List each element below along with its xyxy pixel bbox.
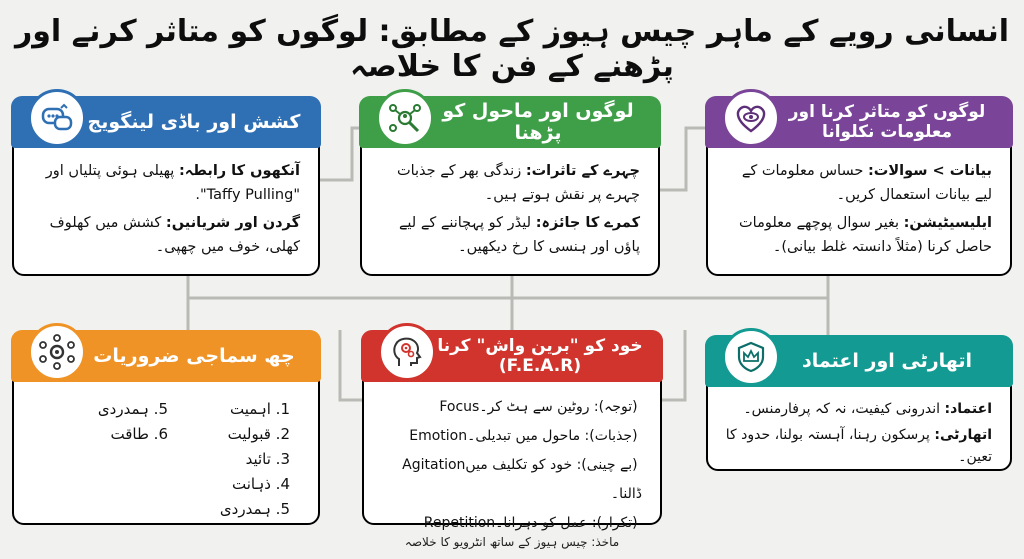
statements-text: حساس معلومات کے لیے بیانات استعمال کریں۔ xyxy=(741,163,992,203)
eye-contact-text: پھیلی ہوئی پتلیاں اور "Taffy Pulling". xyxy=(45,163,300,203)
fear-term: Repetition xyxy=(423,515,496,531)
list-item: 3. تائید xyxy=(245,450,290,468)
list-item: 6. طاقت xyxy=(110,425,168,443)
card-body xyxy=(378,159,640,264)
gears-network-icon xyxy=(28,323,86,381)
room-scan-label: کمرے کا جائزہ: xyxy=(535,215,640,231)
authority-text: پرسکون رہنا، آہستہ بولنا، حدود کا تعین۔ xyxy=(725,427,992,465)
list-item: 1. اہمیت xyxy=(230,400,290,418)
elicitation-label: ایلیسیٹیشن: xyxy=(903,215,992,231)
card-title: کشش اور باڈی لینگویج xyxy=(87,111,301,133)
needs-column-1 xyxy=(220,397,290,522)
card-title: لوگوں اور ماحول کو پڑھنا xyxy=(442,100,634,144)
list-item: 5. ہمدردی xyxy=(97,400,168,418)
card-body-language xyxy=(12,97,320,276)
facial-expressions-label: چہرے کے تاثرات: xyxy=(525,163,640,179)
card-body xyxy=(724,398,992,465)
eye-contact-label: آنکھوں کا رابطہ: xyxy=(178,163,300,179)
card-title: خود کو "برین واش" کرنا (F.E.A.R) xyxy=(437,336,643,376)
list-item: 2. قبولیت xyxy=(227,425,290,443)
card-title: اتھارٹی اور اعتماد xyxy=(802,350,972,372)
fear-desc: (تکرار): عمل کو دہرانا۔ xyxy=(495,515,642,531)
fear-line xyxy=(380,393,642,422)
fear-term: Focus xyxy=(439,399,480,415)
list-item: 5. ہمدردی xyxy=(219,500,290,518)
people-network-icon xyxy=(376,89,434,147)
needs-column-2 xyxy=(98,397,168,447)
confidence-label: اعتماد: xyxy=(944,401,992,417)
fear-line xyxy=(380,451,642,509)
statements-label: بیانات > سوالات: xyxy=(867,163,992,179)
fear-desc: (بے چینی): خود کو تکلیف میں ڈالنا۔ xyxy=(465,457,642,502)
card-brainwash xyxy=(362,331,662,531)
card-title: لوگوں کو متاثر کرنا اور معلومات نکلوانا xyxy=(788,102,986,142)
card-influence xyxy=(706,97,1012,276)
heart-eye-icon xyxy=(722,89,780,147)
fear-term: Agitation xyxy=(402,457,466,473)
elicitation-text: بغیر سوال پوچھے معلومات حاصل کرنا (مثلاً دانستہ غلط بیانی)۔ xyxy=(739,215,992,255)
fear-line xyxy=(380,509,642,538)
fear-term: Emotion xyxy=(409,428,468,444)
room-scan-text: لیڈر کو پہچاننے کے لیے پاؤں اور ہنسی کا رخ دیکھیں۔ xyxy=(398,215,640,255)
confidence-text: اندرونی کیفیت، نہ کہ پرفارمنس۔ xyxy=(743,401,945,417)
chat-bubbles-icon xyxy=(28,89,86,147)
card-authority xyxy=(706,336,1012,471)
card-body xyxy=(380,393,642,531)
list-item: 4. ذہانت xyxy=(231,475,290,493)
card-body xyxy=(30,159,300,264)
crown-shield-icon xyxy=(722,328,780,386)
fear-desc: (جذبات): ماحول میں تبدیلی۔ xyxy=(467,428,642,444)
fear-desc: (توجہ): روٹین سے ہٹ کر۔ xyxy=(479,399,642,415)
card-social-needs xyxy=(12,331,320,525)
authority-label: اتھارٹی: xyxy=(934,427,992,443)
neck-label: گردن اور شریانیں: xyxy=(165,215,300,231)
card-reading-people xyxy=(360,97,660,276)
page-title: انسانی رویے کے ماہر چیس ہیوز کے مطابق: لوگوں کو متاثر کرنے اور پڑھنے کے فن کا خلاصہ xyxy=(14,14,1010,84)
neck-text: کشش میں کھلوف کھلی، خوف میں چھپی۔ xyxy=(49,215,300,255)
fear-line xyxy=(380,422,642,451)
facial-expressions-text: زندگی بھر کے جذبات چہرے پر نقش ہوتے ہیں۔ xyxy=(396,163,640,203)
card-body xyxy=(724,159,992,264)
source-note: ماخذ: چیس ہیوز کے ساتھ انٹرویو کا خلاصہ xyxy=(404,535,620,549)
head-gears-icon xyxy=(378,323,436,381)
card-title: چھ سماجی ضروریات xyxy=(93,345,295,367)
